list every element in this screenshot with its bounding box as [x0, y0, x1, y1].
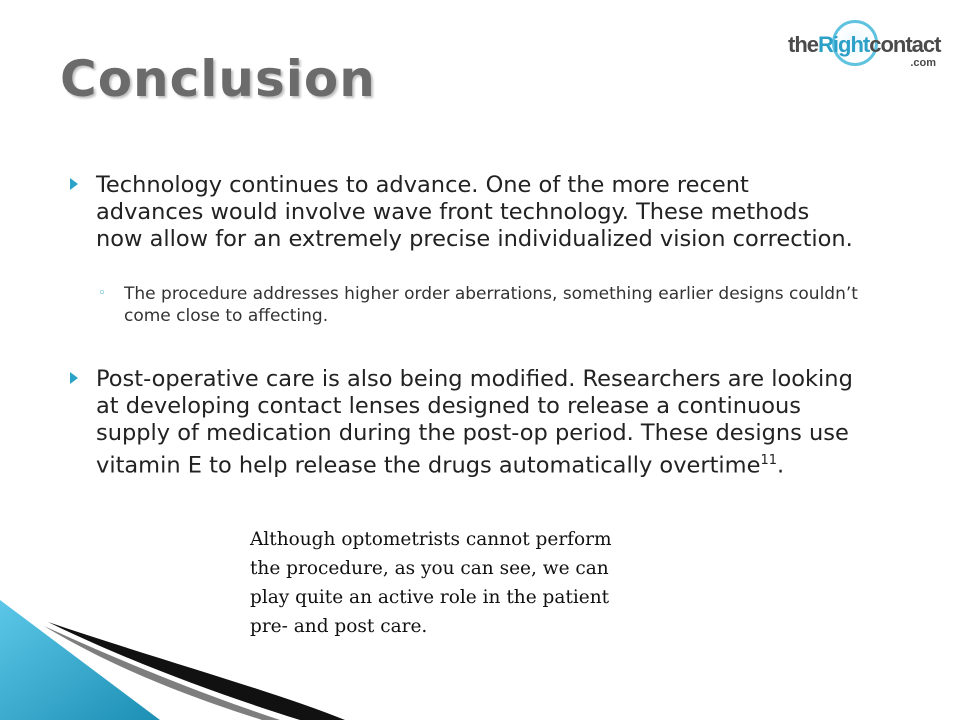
bullet-text: Post-operative care is also being modified. Researchers are looking at developing contact lenses designed to release a continuous supply of medication during the post-op period. These designs use vitamin E to help release the drugs automatically overtime: [96, 366, 853, 479]
bullet-item: [70, 172, 860, 253]
logo-text-pre: the: [788, 32, 818, 57]
note-line: the procedure, as you can see, we can: [250, 558, 609, 579]
sub-bullet-circle-icon: ◦: [98, 286, 106, 301]
logo-domain: .com: [910, 57, 936, 69]
slide-title: Conclusion: [60, 50, 376, 108]
bullet-suffix: .: [776, 452, 785, 479]
sub-bullet-item: [98, 283, 858, 327]
bullet-text-container: [96, 366, 860, 480]
logo-text-post: contact: [869, 32, 941, 57]
citation-superscript: 11: [760, 453, 777, 468]
bullet-arrow-icon: [70, 372, 78, 384]
decorative-swoosh: [0, 600, 360, 720]
logo-text: [788, 32, 940, 58]
note-line: pre- and post care.: [250, 616, 428, 637]
company-logo: [788, 18, 948, 78]
bullet-text: Technology continues to advance. One of the more recent advances would involve wave front technology. These methods now allow for an extremely precise individualized vision correction.: [96, 172, 853, 252]
sub-bullet-text: The procedure addresses higher order aberrations, something earlier designs couldn’t come close to affecting.: [124, 284, 858, 326]
bullet-arrow-icon: [70, 178, 78, 190]
note-line: Although optometrists cannot perform: [250, 529, 612, 550]
bullet-item: [70, 366, 860, 480]
note-line: play quite an active role in the patient: [250, 587, 610, 608]
logo-text-highlight: Right: [818, 32, 870, 57]
